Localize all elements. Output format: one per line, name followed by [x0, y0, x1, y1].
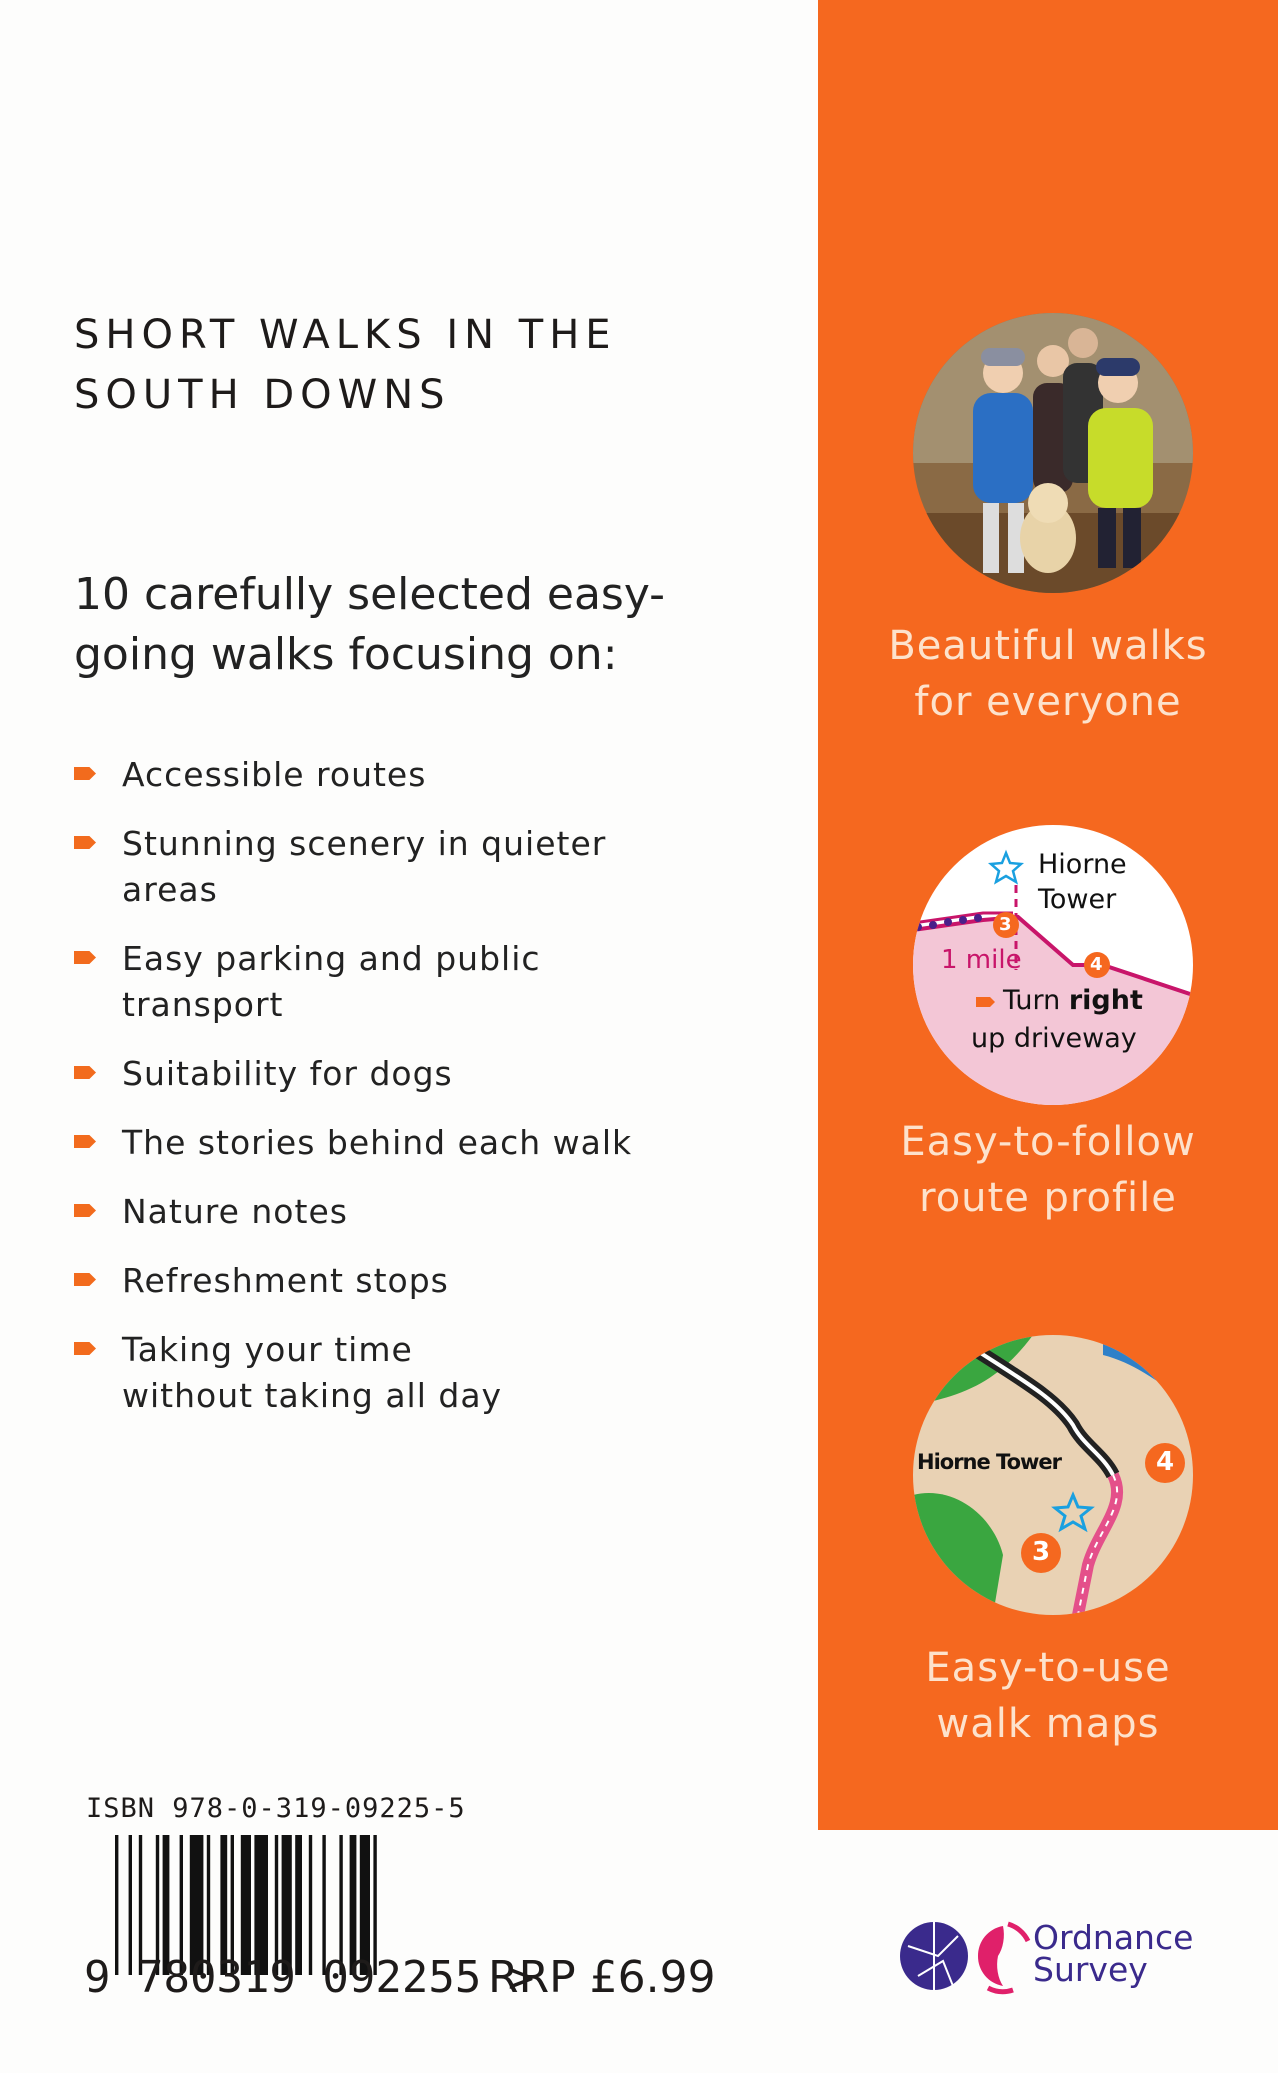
feature-caption	[818, 1114, 1278, 1226]
isbn-label: ISBN 978-0-319-09225-5	[86, 1793, 466, 1824]
instruction-text: up driveway	[971, 1023, 1137, 1054]
instruction-bold: right	[1068, 985, 1143, 1016]
caption-line: route profile	[919, 1175, 1177, 1221]
list-item	[74, 821, 694, 913]
list-item	[74, 1258, 694, 1304]
list-item-text: Nature notes	[122, 1192, 348, 1231]
arrow-bullet-icon	[74, 1066, 96, 1079]
place-label	[1038, 847, 1127, 917]
feature-caption	[818, 1640, 1278, 1752]
instruction-part: Turn	[1003, 985, 1069, 1016]
instruction-text	[1003, 985, 1143, 1016]
arrow-bullet-icon	[74, 836, 96, 849]
caption-line: Beautiful walks	[888, 623, 1208, 669]
list-item-text: Easy parking and public transport	[122, 939, 541, 1024]
caption-line: Easy-to-follow	[900, 1119, 1196, 1165]
arrow-bullet-icon	[74, 767, 96, 780]
feature-caption	[818, 618, 1278, 730]
waypoint-label: 3	[1032, 1537, 1051, 1567]
list-item-text: Refreshment stops	[122, 1261, 449, 1300]
map-place-label: Hiorne Tower	[917, 1450, 1062, 1474]
caption-line: for everyone	[914, 679, 1182, 725]
publisher-line: Survey	[1033, 1950, 1148, 1989]
list-item	[74, 1189, 694, 1235]
book-title	[74, 305, 617, 425]
caption-line: Easy-to-use	[925, 1645, 1171, 1691]
arrow-bullet-icon	[74, 1204, 96, 1217]
distance-label: 1 mile	[941, 945, 1022, 975]
place-line: Tower	[1038, 884, 1117, 915]
arrow-bullet-icon	[74, 1342, 96, 1355]
list-item	[74, 752, 694, 798]
list-item-text: Suitability for dogs	[122, 1054, 453, 1093]
list-item-text: Accessible routes	[122, 755, 427, 794]
arrow-bullet-icon	[74, 1273, 96, 1286]
waypoint-label: 4	[1090, 954, 1103, 975]
title-line: SOUTH DOWNS	[74, 372, 451, 418]
list-item-text: The stories behind each walk	[122, 1123, 633, 1162]
list-item-text: Taking your time without taking all day	[122, 1330, 503, 1415]
feature-list	[74, 752, 694, 1442]
list-item	[74, 1051, 694, 1097]
list-item-text: Stunning scenery in quieter areas	[122, 824, 607, 909]
waypoint-label: 4	[1156, 1447, 1175, 1477]
barcode-digits: 9 780319 092255 >	[84, 1952, 535, 2003]
publisher-line: Ordnance	[1033, 1918, 1194, 1957]
family-walking-photo	[913, 313, 1193, 593]
intro-text: 10 carefully selected easy-going walks focusing on:	[74, 569, 665, 680]
ordnance-survey-logo	[898, 1916, 1194, 2000]
arrow-bullet-icon	[74, 1135, 96, 1148]
publisher-name	[1033, 1918, 1194, 1989]
title-line: SHORT WALKS IN THE	[74, 312, 617, 358]
waypoint-label: 3	[999, 914, 1012, 935]
arrow-bullet-icon	[74, 951, 96, 964]
walk-map-illustration	[913, 1335, 1193, 1615]
list-item	[74, 1327, 554, 1419]
list-item	[74, 1120, 694, 1166]
place-line: Hiorne	[1038, 849, 1127, 880]
os-logo-icon	[898, 1916, 1038, 1996]
price: RRP £6.99	[488, 1952, 716, 2003]
list-item	[74, 936, 694, 1028]
route-profile-illustration	[913, 825, 1193, 1105]
caption-line: walk maps	[936, 1701, 1160, 1747]
